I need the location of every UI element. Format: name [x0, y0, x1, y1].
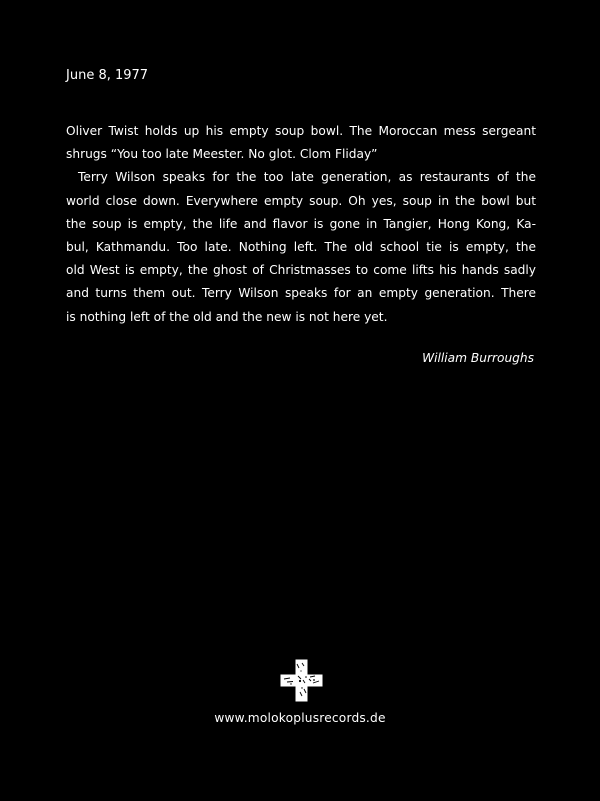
paragraph-2 [66, 166, 536, 328]
date: June 8, 1977 [66, 68, 149, 83]
text-line: and turns them out. Terry Wilson speaks for an empty generation. There [66, 286, 536, 301]
cross-logo-svg [280, 659, 323, 702]
text-line: world close down. Everywhere empty soup. Oh yes, soup in the bowl but [66, 193, 536, 208]
text-line: bul, Kathmandu. Too late. Nothing left. The old school tie is empty, the [66, 240, 536, 255]
paragraph-1 [66, 120, 536, 166]
liner-notes-text [66, 120, 536, 329]
text-line-indented [66, 166, 536, 189]
text-line: Oliver Twist holds up his empty soup bowl. The Moroccan mess sergeant [66, 124, 536, 138]
text-line: is nothing left of the old and the new is not here yet. [66, 309, 388, 324]
cross-logo-icon [280, 659, 323, 702]
signature: William Burroughs [422, 351, 534, 365]
text-line-content: Terry Wilson speaks for the too late generation, as restaurants of the [78, 170, 536, 185]
text-line: the soup is empty, the life and flavor is gone in Tangier, Hong Kong, Ka- [66, 216, 536, 231]
text-line: old West is empty, the ghost of Christmasses to come lifts his hands sadly [66, 263, 536, 278]
website-url: www.molokoplusrecords.de [214, 711, 386, 725]
text-line: shrugs “You too late Meester. No glot. Clom Fliday” [66, 147, 378, 162]
